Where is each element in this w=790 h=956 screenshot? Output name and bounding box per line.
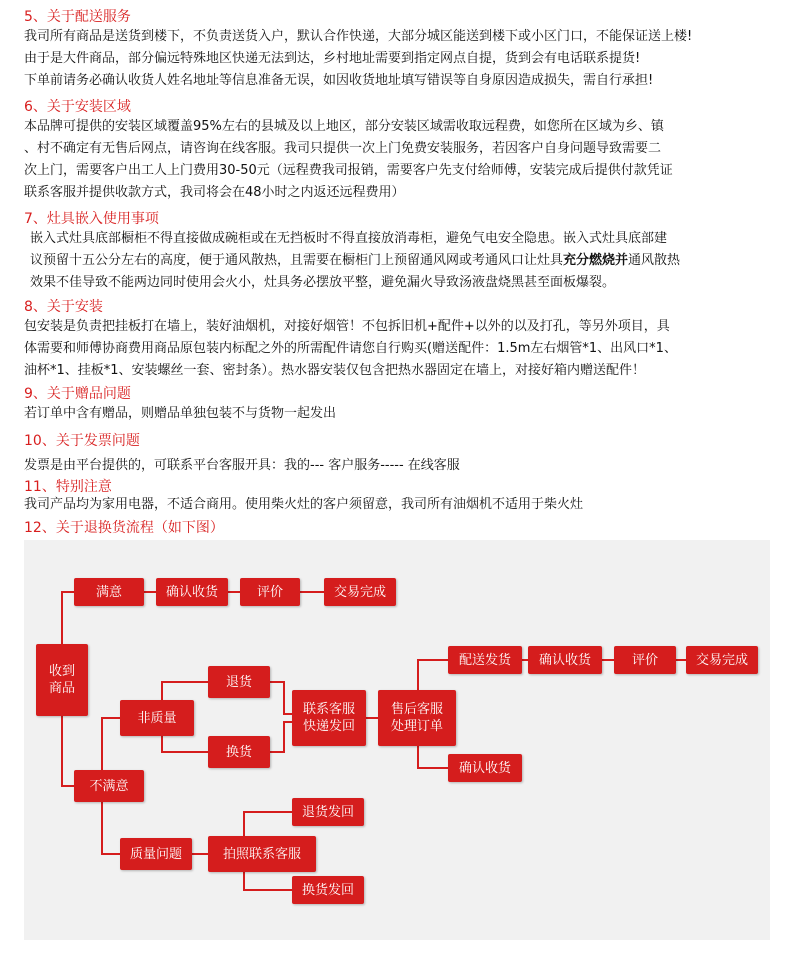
text-line: 联系客服并提供收款方式，我司将会在48小时之内返还远程费用） [24, 185, 405, 200]
node-non-quality: 非质量 [120, 700, 194, 736]
section-title-invoice: 10、关于发票问题 [24, 433, 140, 449]
section-body-stove-usage [30, 228, 782, 294]
node-deal-done: 交易完成 [324, 578, 396, 606]
bold-text-segment: 充分燃烧并 [563, 253, 629, 268]
text-segment: 通风散热 [628, 253, 681, 268]
section-title-installation: 8、关于安装 [24, 299, 103, 315]
section-title-stove-usage: 7、灶具嵌入使用事项 [24, 211, 159, 227]
node-return: 退货 [208, 666, 270, 698]
text-line: 发票是由平台提供的，可联系平台客服开具：我的--- 客户服务----- 在线客服 [24, 458, 460, 473]
node-quality-issue: 质量问题 [120, 838, 192, 870]
node-review-2: 评价 [614, 646, 676, 674]
node-confirm-receipt-3: 确认收货 [448, 754, 522, 782]
section-title-special-notice: 11、特别注意 [24, 479, 112, 495]
return-process-flowchart [24, 540, 770, 940]
text-line: 由于是大件商品，部分偏远特殊地区快递无法到达，乡村地址需要到指定网点自提，货到会有电话联系提货! [24, 51, 641, 66]
node-photo-contact-cs: 拍照联系客服 [208, 836, 316, 872]
section-body-delivery [24, 26, 776, 92]
section-title-return-process: 12、关于退换货流程（如下图） [24, 520, 224, 536]
node-satisfied: 满意 [74, 578, 144, 606]
section-body-invoice [24, 455, 776, 477]
section-title-gifts: 9、关于赠品问题 [24, 386, 131, 402]
text-line: 我司所有商品是送货到楼下，不负责送货入户，默认合作快递，大部分城区能送到楼下或小区门口，不能保证送上楼! [24, 29, 693, 44]
text-line: 体需要和师傅协商费用商品原包装内标配之外的所需配件请您自行购买(赠送配件：1.5m左右烟管*1、出风口*1、 [24, 341, 677, 356]
section-body-install-area [24, 116, 776, 204]
text-line: 本品牌可提供的安装区域覆盖95%左右的县城及以上地区，部分安装区域需收取远程费，如您所在区域为乡、镇 [24, 119, 664, 134]
text-line [30, 250, 782, 272]
text-line: 次上门，需要客户出工人上门费用30-50元（远程费我司报销，需要客户先支付给师傅，安装完成后提供付款凭证 [24, 163, 673, 178]
text-line: 嵌入式灶具底部橱柜不得直接做成碗柜或在无挡板时不得直接放消毒柜，避免气电安全隐患。嵌入式灶具底部建 [30, 231, 668, 246]
node-deal-done-2: 交易完成 [686, 646, 758, 674]
section-body-installation [24, 316, 776, 382]
section-title-delivery: 5、关于配送服务 [24, 9, 131, 25]
section-body-gifts [24, 403, 776, 425]
section-title-install-area: 6、关于安装区域 [24, 99, 131, 115]
text-line: 若订单中含有赠品，则赠品单独包装不与货物一起发出 [24, 406, 337, 421]
node-confirm-receipt-2: 确认收货 [528, 646, 602, 674]
node-received-goods: 收到 商品 [36, 644, 88, 716]
section-body-special-notice [24, 494, 776, 516]
text-line: 、村不确定有无售后网点，请咨询在线客服。我司只提供一次上门免费安装服务，若因客户自身问题导致需要二 [24, 141, 662, 156]
node-confirm-receipt: 确认收货 [156, 578, 228, 606]
node-exchange: 换货 [208, 736, 270, 768]
node-return-ship-back: 退货发回 [292, 798, 364, 826]
text-segment: 议预留十五公分左右的高度，便于通风散热，且需要在橱柜门上预留通风网或考通风口让灶具 [30, 253, 564, 268]
node-dispatch: 配送发货 [448, 646, 522, 674]
node-after-sales-process: 售后客服 处理订单 [378, 690, 456, 746]
node-exchange-ship-back: 换货发回 [292, 876, 364, 904]
text-line: 油杯*1、挂板*1、安装螺丝一套、密封条）。热水器安装仅包含把热水器固定在墙上，对接好箱内赠送配件！ [24, 363, 646, 378]
node-contact-cs-ship-back: 联系客服 快递发回 [292, 690, 366, 746]
node-review: 评价 [240, 578, 300, 606]
text-line: 包安装是负责把挂板打在墙上，装好油烟机，对接好烟管！不包拆旧机+配件+以外的以及打孔，等另外项目，具 [24, 319, 670, 334]
text-line: 效果不佳导致不能两边同时使用会火小，灶具务必摆放平整，避免漏火导致汤液盘烧黑甚至面板爆裂。 [30, 275, 616, 290]
node-unsatisfied: 不满意 [74, 770, 144, 802]
text-line: 下单前请务必确认收货人姓名地址等信息准备无误，如因收货地址填写错误等自身原因造成损失，需自行承担! [24, 73, 654, 88]
text-line: 我司产品均为家用电器，不适合商用。使用柴火灶的客户须留意，我司所有油烟机不适用于柴火灶 [24, 497, 584, 512]
